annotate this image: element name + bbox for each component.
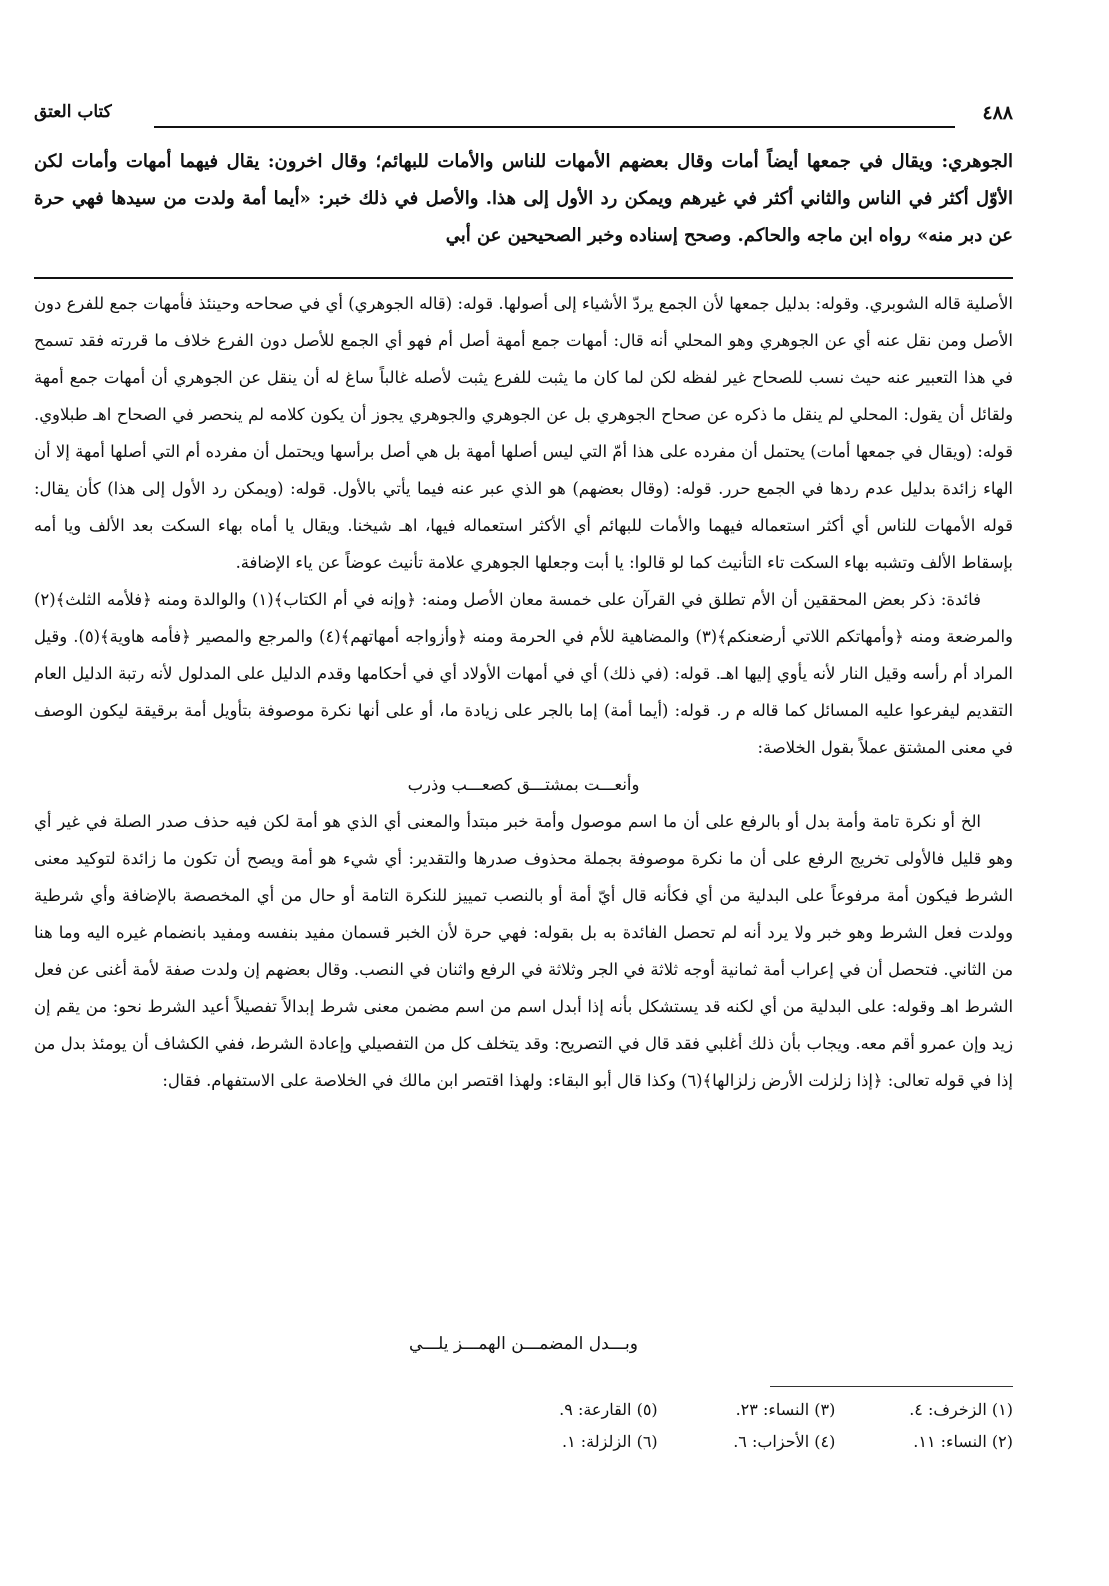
commentary-paragraph-1: الأصلية قاله الشوبري. وقوله: بدليل جمعها لأن الجمع يردّ الأشياء إلى أصولها. قوله: (قاله الجوهري) أي في صحاحه وحينئذ فأمهات جمع للفرع دون الأصل ومن نقل عنه أي عن الجوهري وهو المحلي أنه قال: أمهات جمع أمهة أصل أم فهو أي الجمع للأصل دون الفرع خلاف ما قررته فقد تسمح في هذا التعبير عنه حيث نسب للصحاح غير لفظه لكن لما كان ما يثبت للفرع يثبت لأصله غالباً ساغ له أن ينقل عن الجوهري أن أمهات جمع أمهة ولقائل أن يقول: المحلي لم ينقل ما ذكره عن صحاح الجوهري بل عن الجوهري والجوهري يجوز أن يكون كلامه لم ينحصر في الصحاح اهـ طبلاوي. قوله: (ويقال في جمعها أمات) يحتمل أن مفرده على هذا أمّ التي ليس أصلها أمهة بل هي أصل برأسها ويحتمل أن مفرده أم التي أصلها أمهة إلا أن الهاء زائدة بدليل عدم ردها في الجمع حرر. قوله: (وقال بعضهم) هو الذي عبر عنه فيما يأتي بالأول. قوله: (ويمكن رد الأول إلى هذا) كأن يقال: قوله الأمهات للناس أي أكثر استعماله فيهما والأمات للبهائم أي الأكثر استعماله فيها، اهـ شيخنا. ويقال يا أماه بهاء السكت بعد الألف ويا أمه بإسقاط الألف وتشبه بهاء السكت تاء التأنيث كما لو قالوا: يا أبت وجعلها الجوهري علامة تأنيث عوضاً عن ياء الإضافة. <box>34 294 1013 572</box>
footnote-row <box>480 1400 1013 1432</box>
commentary-divider <box>34 277 1013 279</box>
main-text: الجوهري: ويقال في جمعها أيضاً أمات وقال بعضهم الأمهات للناس والأمات للبهائم؛ وقال اخرون: يقال فيهما أمهات وأمات لكن الأوّل أكثر في الناس والثاني أكثر في غيرهم ويمكن رد الأول إلى هذا. والأصل في ذلك خبر: «أيما أمة ولدت من سيدها فهي حرة عن دبر منه» رواه ابن ماجه والحاكم. وصحح إسناده وخبر الصحيحين عن أبي <box>34 151 1013 246</box>
footnote: (٤) الأحزاب: ٦. <box>733 1432 836 1451</box>
verse-line-1: وأنعـــت بمشتـــق كصعـــب وذرب <box>407 775 640 794</box>
commentary <box>34 285 1013 1099</box>
footnote: (٦) الزلزلة: ١. <box>562 1432 658 1451</box>
book-title: كتاب العتق <box>34 102 112 122</box>
verse-line-2: وبـــدل المضمـــن الهمـــز يلـــي <box>409 1334 638 1354</box>
page-number: ٤٨٨ <box>982 102 1013 124</box>
footnote: (٥) القارعة: ٩. <box>559 1400 658 1419</box>
footnote-rule <box>770 1386 1013 1387</box>
page-header <box>34 102 1013 132</box>
footnote: (٣) النساء: ٢٣. <box>735 1400 836 1419</box>
header-rule <box>154 126 955 128</box>
footnote: (١) الزخرف: ٤. <box>909 1400 1013 1419</box>
footnote-row <box>480 1432 1013 1464</box>
commentary-paragraph-2: فائدة: ذكر بعض المحققين أن الأم تطلق في القرآن على خمسة معان الأصل ومنه: ﴿وإنه في أم الكتاب﴾(١) والوالدة ومنه ﴿فلأمه الثلث﴾(٢) والمرضعة ومنه ﴿وأمهاتكم اللاتي أرضعنكم﴾(٣) والمضاهية للأم في الحرمة ومنه ﴿وأزواجه أمهاتهم﴾(٤) والمرجع والمصير ﴿فأمه هاوية﴾(٥). وقيل المراد أم رأسه وقيل النار لأنه يأوي إليها اهـ. قوله: (في ذلك) أي في أمهات الأولاد أي في أحكامها وقدم الدليل على المدلول لأنه رتبة الدليل العام التقديم ليفرعوا عليه المسائل كما قاله م ر. قوله: (أيما أمة) إما بالجر على زيادة ما، أو على أنها نكرة موصوفة بتأويل أمة برقيقة ليكون الوصف في معنى المشتق عملاً بقول الخلاصة: <box>34 590 1013 757</box>
footnote: (٢) النساء: ١١. <box>913 1432 1013 1451</box>
footnotes <box>480 1400 1013 1464</box>
commentary-paragraph-3: الخ أو نكرة تامة وأمة بدل أو بالرفع على أن ما اسم موصول وأمة خبر مبتدأ والمعنى أي الذي هو أمة لكن فيه حذف صدر الصلة في غير أي وهو قليل فالأولى تخريج الرفع على أن ما نكرة موصوفة بجملة محذوف صدرها والتقدير: أي شيء هو أمة ويصح أن تكون ما زائدة لتوكيد معنى الشرط فيكون أمة مرفوعاً على البدلية من أي فكأنه قال أيّ أمة أو بالنصب تمييز للنكرة التامة أو حال من أي المخصصة بالإضافة وأي شرطية وولدت فعل الشرط وهو خبر ولا يرد أنه لم تحصل الفائدة به بل بقوله: فهي حرة لأن الخبر قسمان مفيد بنفسه ومفيد بانضمام غيره اليه وما هنا من الثاني. فتحصل أن في إعراب أمة ثمانية أوجه ثلاثة في الجر وثلاثة في الرفع واثنان في النصب. وقال بعضهم إن ولدت صفة لأمة أغنى عن فعل الشرط اهـ وقوله: على البدلية من أي لكنه قد يستشكل بأنه إذا أبدل اسم من اسم مضمن معنى شرط إبدالاً تفصيلاً أعيد الشرط نحو: من يقم إن زيد وإن عمرو أقم معه. ويجاب بأن ذلك أغلبي فقد قال في التصريح: وقد يتخلف كل من التفصيلي وإعادة الشرط، ففي الكشاف أن يومئذ بدل من إذا في قوله تعالى: ﴿إذا زلزلت الأرض زلزالها﴾(٦) وكذا قال أبو البقاء: ولهذا اقتصر ابن مالك في الخلاصة على الاستفهام. فقال: <box>34 812 1013 1090</box>
